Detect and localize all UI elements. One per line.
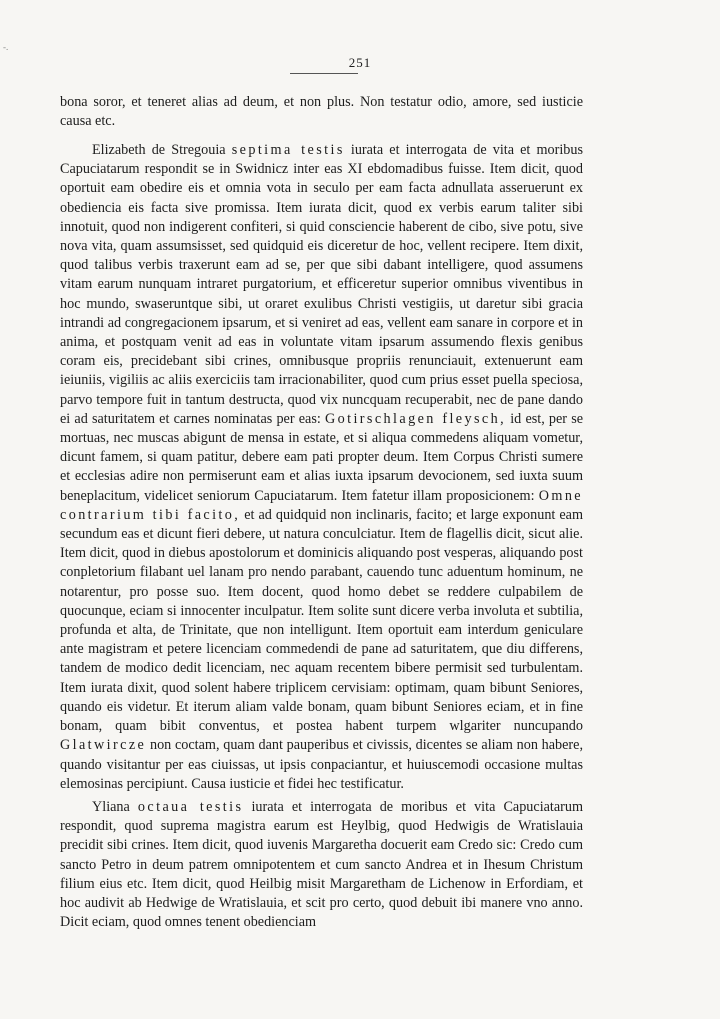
german-phrase: Glatwircze	[60, 737, 147, 754]
paragraph-1-text: bona soror, et teneret alias ad deum, et non plus. Non testatur odio, amore, sed iusticie causa etc.	[60, 94, 583, 130]
witness-ordinal: octaua testis	[137, 799, 244, 815]
proposition-phrase: Omne contrarium tibi facito,	[60, 487, 584, 523]
paragraph-2-text	[60, 141, 583, 794]
margin-mark: -.	[3, 42, 9, 52]
testimony-text: non coctam, quam dant pauperibus et civissis, dicentes se aliam non habere, quando visitantur per eas ciuissas, ut ipsis conpaciantur, et huiuscemodi occasione multas elemosinas percipiunt. Causa iusticie et fidei hec testificatur.	[60, 737, 584, 792]
paragraph-2	[60, 141, 583, 794]
testimony-text: id est, per se mortuas, nec muscas abigunt de mensa in estate, et si aliqua commedens aliquam vometur, dicunt famem, si quam patitur, debere eam pati propter deum. Item Corpus Christi sumere et ecclesias adire non permiserunt eam et alias iuxta ipsarum devocionem, sed iuxta suum beneplacitum, videlicet seniorum Capuciatarum. Item fatetur illam proposicionem:	[60, 410, 584, 504]
page-number-rule	[290, 73, 358, 74]
witness-name: Yliana	[92, 799, 130, 815]
paragraph-3-text	[60, 798, 583, 932]
witness-ordinal: septima testis	[231, 142, 345, 158]
testimony-text: et ad quidquid non inclinaris, facito; et large exponunt eam secundum eas et dicunt fieri debere, ut natura conculciatur. Item de flagellis dicit, sicut alie. Item dicit, quod in diebus apostolorum et dominicis aliquando post vesperas, aliquando post conpletorium filabant uel lanam pro nendo parabant, cauendo tunc aduentum hominum, ne notarentur, pro posse suo. Item docent, quod homo debet se reddere culpabilem de quocunque, eciam si innocenter inculpatur. Item solite sunt dicere verba involuta et subtilia, profunda et alta, de Trinitate, que non intelligunt. Item oportuit eam interdum geniculare ante magistram et petere licenciam commedendi de pane ad saturitatem, que diu differens, tandem de modico dedit licenciam, nec aquam recentem bibere permisit sed turbulentam. Item iurata dixit, quod solent habere triplicem cervisiam:	[60, 506, 583, 696]
paragraph-3	[60, 798, 583, 932]
german-phrase: Gotirschlagen fleysch,	[324, 410, 507, 427]
testimony-text: optimam, quam bibunt Seniores, quando eis videtur. Et iterum aliam valde bonam, quam bibunt Seniores eciam, et in fine bonam, quam bibit conventus, et postea habent turpem wlgariter nuncupando	[60, 679, 584, 735]
page-number: 251	[348, 55, 372, 70]
testimony-text: iurata et interrogata de moribus et vita Capuciatarum respondit, quod suprema magistra earum est Heylbig, quod Hedwigis de Wratislauia precidit sibi crines. Item dicit, quod iuvenis Margaretha docuerit eam Credo sic: Credo cum sancto Petro in deum patrem omnipotentem et cum sancto Andrea et in Ihesum Christum filium eius etc. Item dicit, quod Heilbig misit Margaretham de Lichenow in Erfordiam, et hoc audivit ab Hedwige de Wratislauia, et scit pro certo, quod debuit ibi manere vno anno. Dicit eciam, quod omnes tenent obedienciam	[60, 799, 584, 931]
testimony-text: iurata et interrogata de vita et moribus Capuciatarum respondit se in Swidnicz inter eas XI ebdomadibus fuisse. Item dicit, quod oportuit eam obedire eis et omnia vota in seculo per eam facta adnullata asseruerunt ex obediencia eis facta sive promissa. Item iurata dicit, quod ex verbis earum taliter sibi innotuit, quod non indigerent confiteri, si quid consciencie haberent de cibo, sive potu, sive nova vita, quam assumsisset, sed quidquid eis diceretur de hoc, vellent recipere. Item dixit, quod talibus verbis traxerunt eam ad se, per que sibi dabant intelligere, quod assumens vitam earum nunquam intraret purgatorium, et efficeretur superior omnibus viventibus in hoc mundo, swaseruntque sibi, ut oraret exulibus Christi vestigiis, ut daretur sibi gracia intrandi ad congregacionem ipsarum, et si veniret ad eas, vellent eam sanare in corpore et in anima, et postquam venit ad eas in voluntate vitam ipsarum assumendo flexis genibus coram eis, precidebant sibi crines, omnibusque propriis renunciauit, extenuerunt eam ieiuniis, vigiliis ac aliis exerciciis tam irracionabiliter, quod cum prius esset puella speciosa, parvo tempore fuit in tantum destructa, quod vix nuncquam recuperabit, nec de pane dando ei ad saturitatem et carnes nominatas per eas:	[60, 142, 584, 427]
witness-name: Elizabeth de Stregouia	[92, 142, 226, 158]
paragraph-1	[60, 93, 583, 131]
